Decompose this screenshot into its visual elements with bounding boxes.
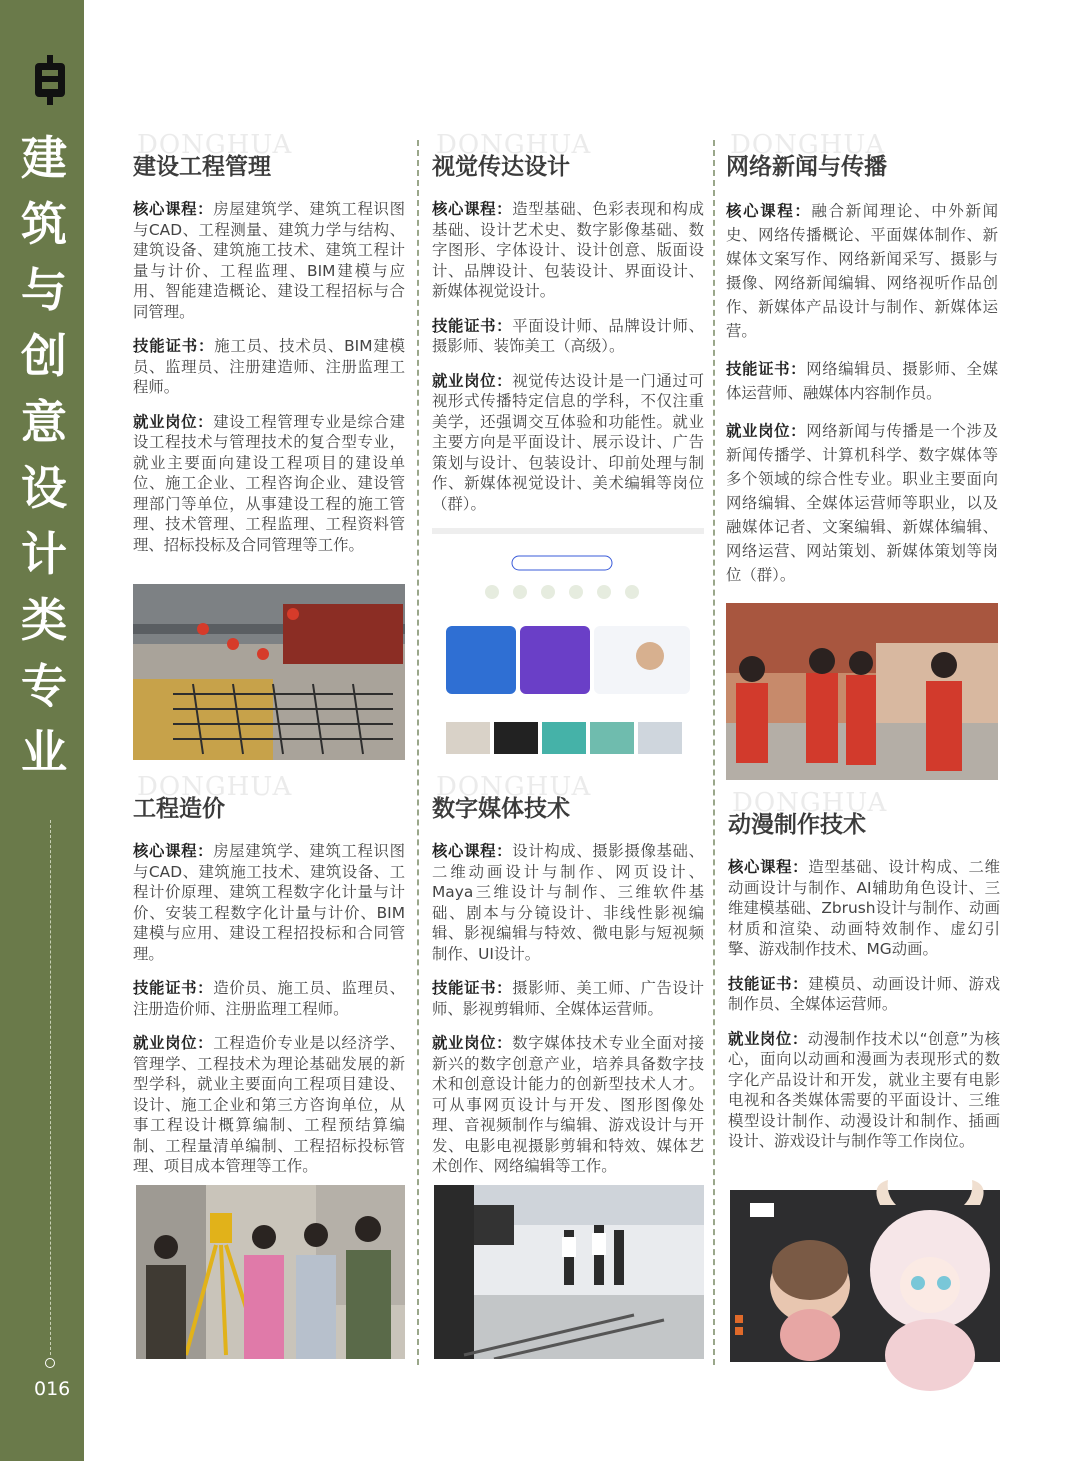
title-char: 筑 xyxy=(21,197,67,251)
job-positions: 就业岗位：动漫制作技术以“创意”为核心，面向以动画和漫画为表现形式的数字化产品设计和开发，就业主要有电影电视和各类媒体需要的平面设计、三维模型设计制作、动漫设计和制作、插画设计、游戏设计与制作等工作岗位。 xyxy=(728,1029,1000,1150)
title-char: 创 xyxy=(21,329,67,383)
job-positions: 就业岗位：建设工程管理专业是综合建设工程技术与管理技术的复合型专业，就业主要面向建设工程项目的建设单位、施工企业、工程咨询企业、建设管理部门等单位，从事建设工程的施工管理、技术管理、工程监理、工程资料管理、招标投标及合同管理等工作。 xyxy=(133,412,405,554)
skill-certificates: 技能证书：建模员、动画设计师、游戏制作员、全媒体运营师。 xyxy=(728,974,1000,1013)
title-char: 意 xyxy=(21,395,67,449)
section-title: 工程造价 xyxy=(133,796,225,822)
section-title: 建设工程管理 xyxy=(133,154,271,180)
section-title: 网络新闻与传播 xyxy=(726,154,887,180)
core-courses: 核心课程：融合新闻理论、中外新闻史、网络传播概论、平面媒体制作、新媒体文案写作、网络新闻采写、摄影与摄像、网络新闻编辑、网络视听作品创作、新媒体产品设计与制作、新媒体运营。 xyxy=(726,202,998,340)
title-char: 类 xyxy=(21,593,67,647)
core-courses: 核心课程：造型基础、色彩表现和构成基础、设计艺术史、数字影像基础、数字图形、字体设计、设计创意、版面设计、品牌设计、包装设计、界面设计、新媒体视觉设计。 xyxy=(432,200,704,300)
page-number: 016 xyxy=(34,1378,71,1400)
title-char: 专 xyxy=(21,659,67,713)
section-construction-mgmt xyxy=(133,130,405,569)
sidebar xyxy=(0,0,84,1461)
skill-certificates: 技能证书：施工员、技术员、BIM建模员、监理员、注册建造师、注册监理工程师。 xyxy=(133,337,405,396)
section-title: 动漫制作技术 xyxy=(728,812,866,838)
film-shooting-photo xyxy=(434,1185,704,1359)
core-courses: 核心课程：房屋建筑学、建筑工程识图与CAD、建筑施工技术、建筑设备、工程计价原理、建筑工程数字化计量与计价、安装工程数字化计量与计价、BIM建模与应用、建设工程招投标和合同管理。 xyxy=(133,842,405,963)
job-positions: 就业岗位：数字媒体技术专业全面对接新兴的数字创意产业，培养具备数字技术和创意设计能力的创新型技术人才。可从事网页设计与开发、图形图像处理、音视频制作与编辑、游戏设计与开发、电影电视摄影剪辑和特效、媒体艺术创作、网络编辑等工作。 xyxy=(432,1034,704,1175)
title-char: 建 xyxy=(21,131,67,185)
section-cost-engineering xyxy=(133,772,405,1191)
core-courses: 核心课程：设计构成、摄影摄像基础、二维动画设计与制作、网页设计、Maya三维设计与制作、三维软件基础、剧本与分镜设计、非线性影视编辑、影视编辑与特效、微电影与短视频制作、UI设计。 xyxy=(432,842,704,963)
core-courses: 核心课程：房屋建筑学、建筑工程识图与CAD、工程测量、建筑力学与结构、建筑设备、建筑施工技术、建筑工程计量与计价、工程监理、BIM建模与应用、智能建造概论、建设工程招标与合同管理。 xyxy=(133,200,405,321)
news-interview-photo xyxy=(726,603,998,780)
vertical-title xyxy=(14,125,74,785)
section-visual-comm xyxy=(432,130,704,528)
skill-certificates: 技能证书：摄影师、美工师、广告设计师、影视剪辑师、全媒体运营师。 xyxy=(432,979,704,1018)
skill-certificates: 技能证书：平面设计师、品牌设计师、摄影师、装饰美工（高级）。 xyxy=(432,316,704,355)
school-logo-icon xyxy=(33,55,67,105)
skill-certificates: 技能证书：造价员、施工员、监理员、注册造价师、注册监理工程师。 xyxy=(133,979,405,1018)
job-positions: 就业岗位：工程造价专业是以经济学、管理学、工程技术为理论基础发展的新型学科，就业主要面向工程项目建设、设计、施工企业和第三方咨询单位，从事工程设计概算编制、工程预结算编制、工程量清单编制、工程招标投标管理、项目成本管理等工作。 xyxy=(133,1034,405,1175)
section-digital-media xyxy=(432,772,704,1191)
title-char: 业 xyxy=(21,725,67,779)
ghost-watermark: DONGHUA xyxy=(137,772,293,802)
title-char: 与 xyxy=(21,263,67,317)
job-positions: 就业岗位：视觉传达设计是一门通过可视形式传播特定信息的学科，不仅注重美学，还强调交互体验和功能性。就业主要方向是平面设计、展示设计、广告策划与设计、包装设计、印前处理与制作、新媒体视觉设计、美术编辑等岗位（群）。 xyxy=(432,371,704,513)
column-divider xyxy=(417,140,419,1365)
section-network-news xyxy=(726,130,998,601)
job-positions: 就业岗位：网络新闻与传播是一个涉及新闻传播学、计算机科学、数字媒体等多个领域的综合性专业。职业主要面向网络编辑、全媒体运营师等职业，以及融媒体记者、文案编辑、新媒体编辑、网络运营、网站策划、新媒体策划等岗位（群）。 xyxy=(726,422,998,584)
section-title: 数字媒体技术 xyxy=(432,796,570,822)
core-courses: 核心课程：造型基础、设计构成、二维动画设计与制作、AI辅助角色设计、三维建模基础、Zbrush设计与制作、动画材质和渲染、动画特效制作、虚幻引擎、游戏制作技术、MG动画。 xyxy=(728,858,1000,958)
column-divider xyxy=(713,140,715,1365)
page-marker-icon xyxy=(45,1358,55,1368)
surveying-photo xyxy=(136,1185,405,1359)
title-char: 设 xyxy=(21,461,67,515)
skill-certificates: 技能证书：网络编辑员、摄影师、全媒体运营师、融媒体内容制作员。 xyxy=(726,360,998,402)
title-char: 计 xyxy=(21,527,67,581)
3d-character-artwork xyxy=(730,1175,1005,1393)
ghost-watermark: DONGHUA xyxy=(732,788,888,818)
construction-site-photo xyxy=(133,584,405,760)
ghost-watermark: DONGHUA xyxy=(137,130,293,160)
ghost-watermark: DONGHUA xyxy=(436,772,592,802)
web-design-screenshot xyxy=(432,518,704,762)
section-title: 视觉传达设计 xyxy=(432,154,570,180)
section-animation xyxy=(728,788,1000,1166)
ghost-watermark: DONGHUA xyxy=(730,130,886,160)
sidebar-dashed-line xyxy=(50,820,51,1355)
ghost-watermark: DONGHUA xyxy=(436,130,592,160)
